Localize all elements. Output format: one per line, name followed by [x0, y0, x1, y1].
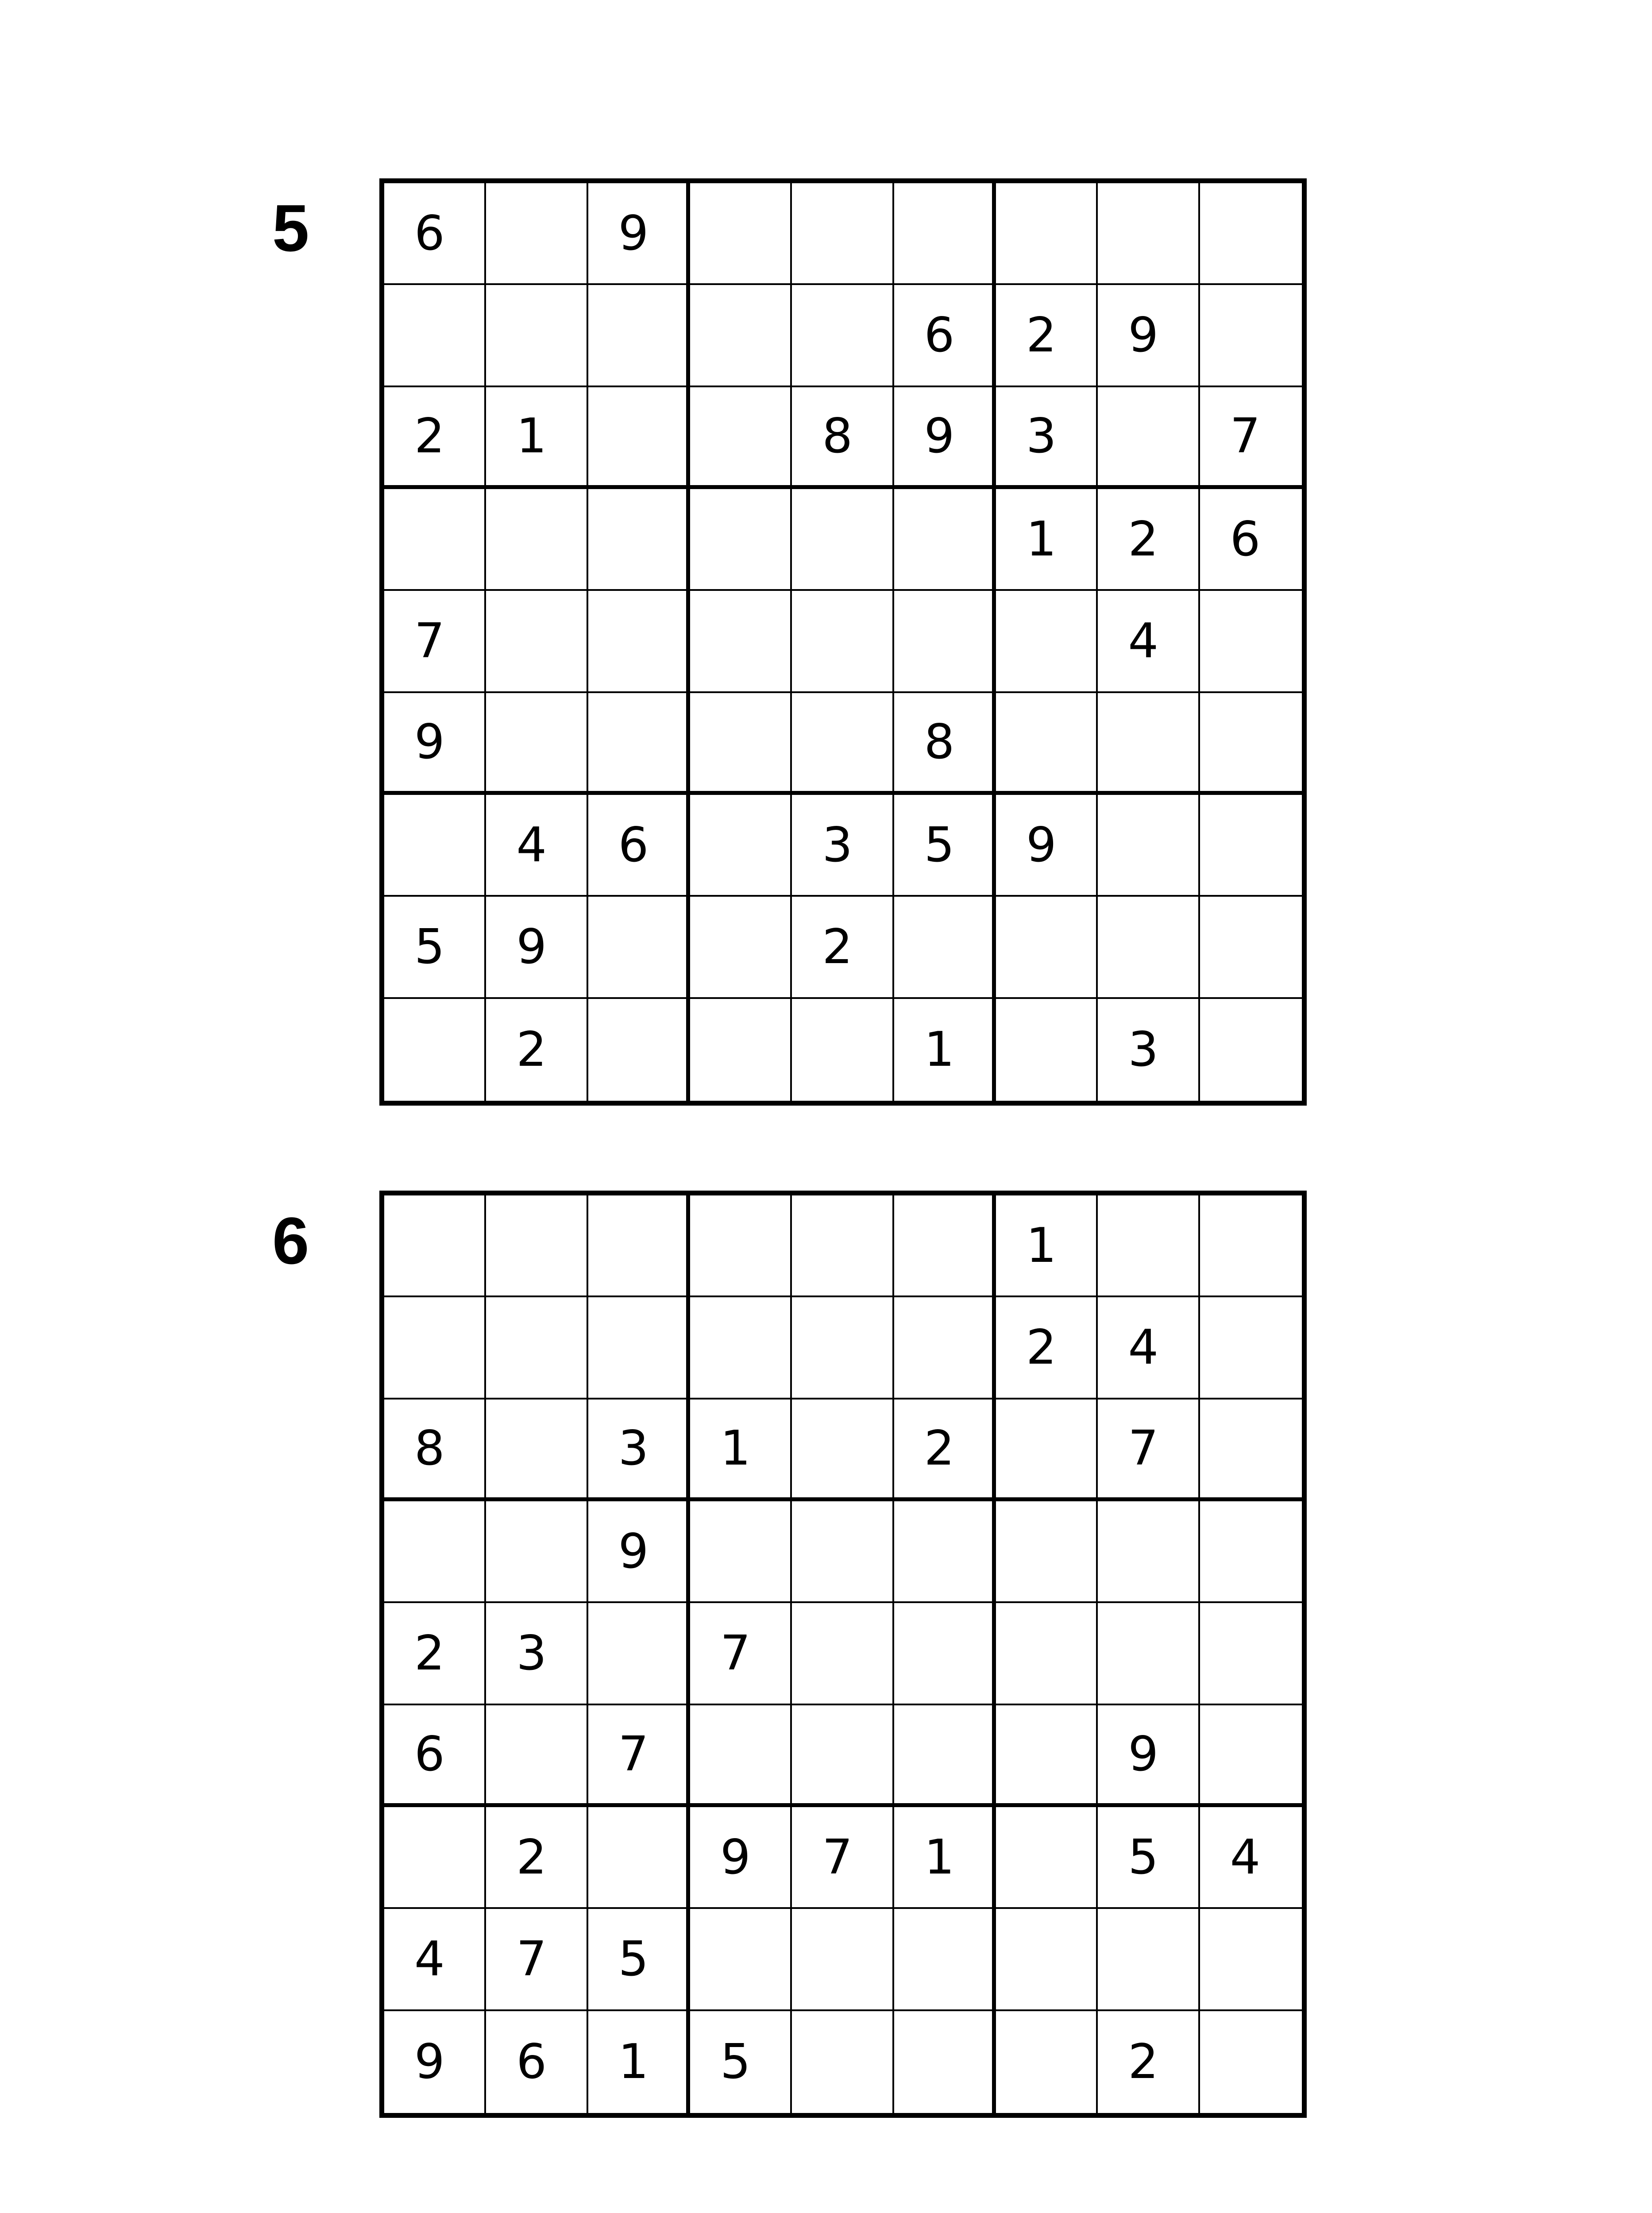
- sudoku-cell[interactable]: 5: [894, 795, 996, 897]
- sudoku-cell[interactable]: 8: [792, 387, 894, 489]
- sudoku-cell[interactable]: [690, 999, 792, 1101]
- sudoku-cell[interactable]: 5: [384, 897, 486, 999]
- sudoku-cell[interactable]: 2: [894, 1400, 996, 1501]
- puzzle-number-6: 6: [272, 1203, 309, 1278]
- sudoku-cell[interactable]: [690, 387, 792, 489]
- sudoku-cell[interactable]: [384, 285, 486, 387]
- sudoku-cell[interactable]: [894, 2011, 996, 2113]
- sudoku-cell[interactable]: [1200, 897, 1302, 999]
- sudoku-cell[interactable]: [1098, 1195, 1200, 1297]
- sudoku-cell[interactable]: [588, 387, 690, 489]
- sudoku-cell[interactable]: [996, 1807, 1098, 1909]
- sudoku-cell[interactable]: [1200, 999, 1302, 1101]
- sudoku-cell[interactable]: [690, 1195, 792, 1297]
- sudoku-cell[interactable]: 6: [384, 1705, 486, 1807]
- sudoku-cell[interactable]: [1200, 1195, 1302, 1297]
- sudoku-cell[interactable]: [894, 897, 996, 999]
- sudoku-cell[interactable]: 7: [384, 591, 486, 693]
- sudoku-cell[interactable]: 1: [690, 1400, 792, 1501]
- sudoku-cell[interactable]: 2: [1098, 489, 1200, 591]
- sudoku-cell[interactable]: 1: [996, 1195, 1098, 1297]
- sudoku-cell[interactable]: [486, 1195, 588, 1297]
- sudoku-cell[interactable]: 3: [1098, 999, 1200, 1101]
- sudoku-cell[interactable]: 1: [996, 489, 1098, 591]
- sudoku-cell[interactable]: [486, 1501, 588, 1603]
- sudoku-cell[interactable]: [384, 1807, 486, 1909]
- sudoku-cell[interactable]: 2: [996, 285, 1098, 387]
- sudoku-cell[interactable]: 9: [1098, 285, 1200, 387]
- sudoku-cell[interactable]: [996, 999, 1098, 1101]
- sudoku-cell[interactable]: [996, 591, 1098, 693]
- sudoku-cell[interactable]: 9: [588, 1501, 690, 1603]
- sudoku-cell[interactable]: [384, 1501, 486, 1603]
- sudoku-cell[interactable]: 9: [486, 897, 588, 999]
- sudoku-cell[interactable]: [1098, 795, 1200, 897]
- sudoku-cell[interactable]: [486, 1400, 588, 1501]
- sudoku-cell[interactable]: [1098, 1603, 1200, 1705]
- sudoku-cell[interactable]: [1200, 1705, 1302, 1807]
- sudoku-cell[interactable]: 5: [588, 1909, 690, 2011]
- sudoku-cell[interactable]: [792, 183, 894, 285]
- sudoku-cell[interactable]: 5: [690, 2011, 792, 2113]
- sudoku-cell[interactable]: [1200, 1909, 1302, 2011]
- sudoku-cell[interactable]: [690, 1501, 792, 1603]
- sudoku-cell[interactable]: [792, 591, 894, 693]
- sudoku-cell[interactable]: 4: [384, 1909, 486, 2011]
- sudoku-cell[interactable]: 6: [588, 795, 690, 897]
- sudoku-cell[interactable]: [486, 1705, 588, 1807]
- sudoku-cell[interactable]: 8: [894, 693, 996, 795]
- sudoku-cell[interactable]: [894, 1603, 996, 1705]
- sudoku-cell[interactable]: 9: [384, 693, 486, 795]
- sudoku-cell[interactable]: 7: [1200, 387, 1302, 489]
- sudoku-cell[interactable]: [792, 1705, 894, 1807]
- sudoku-cell[interactable]: 2: [486, 999, 588, 1101]
- sudoku-cell[interactable]: 6: [894, 285, 996, 387]
- sudoku-cell[interactable]: [894, 1705, 996, 1807]
- sudoku-grid-5: [379, 178, 1307, 1106]
- sudoku-cell[interactable]: [894, 183, 996, 285]
- sudoku-cell[interactable]: [1200, 693, 1302, 795]
- sudoku-cell[interactable]: [690, 1297, 792, 1399]
- sudoku-cell[interactable]: 2: [996, 1297, 1098, 1399]
- sudoku-cell[interactable]: 5: [1098, 1807, 1200, 1909]
- sudoku-cell[interactable]: 2: [1098, 2011, 1200, 2113]
- sudoku-cell[interactable]: [792, 1501, 894, 1603]
- sudoku-cell[interactable]: 3: [486, 1603, 588, 1705]
- sudoku-cell[interactable]: [1098, 387, 1200, 489]
- sudoku-cell[interactable]: [486, 693, 588, 795]
- sudoku-cell[interactable]: [588, 489, 690, 591]
- sudoku-cell[interactable]: [792, 2011, 894, 2113]
- sudoku-cell[interactable]: [384, 489, 486, 591]
- sudoku-cell[interactable]: 2: [384, 387, 486, 489]
- sudoku-cell[interactable]: [792, 1603, 894, 1705]
- sudoku-cell[interactable]: [792, 1297, 894, 1399]
- puzzle-number-5: 5: [272, 191, 309, 265]
- sudoku-cell[interactable]: 3: [996, 387, 1098, 489]
- sudoku-cell[interactable]: 3: [588, 1400, 690, 1501]
- sudoku-cell[interactable]: [792, 489, 894, 591]
- sudoku-cell[interactable]: [1098, 1909, 1200, 2011]
- sudoku-cell[interactable]: [996, 183, 1098, 285]
- sudoku-cell[interactable]: [1200, 1501, 1302, 1603]
- sudoku-cell[interactable]: [996, 897, 1098, 999]
- sudoku-cell[interactable]: [792, 693, 894, 795]
- sudoku-cell[interactable]: 2: [384, 1603, 486, 1705]
- sudoku-cell[interactable]: [588, 1807, 690, 1909]
- sudoku-cell[interactable]: [486, 591, 588, 693]
- sudoku-cell[interactable]: [1200, 1400, 1302, 1501]
- sudoku-cell[interactable]: [1200, 183, 1302, 285]
- sudoku-cell[interactable]: [996, 1603, 1098, 1705]
- sudoku-cell[interactable]: [384, 1297, 486, 1399]
- sudoku-cell[interactable]: [588, 1195, 690, 1297]
- sudoku-cell[interactable]: [588, 999, 690, 1101]
- sudoku-cell[interactable]: [1098, 183, 1200, 285]
- sudoku-cell[interactable]: [792, 285, 894, 387]
- sudoku-cell[interactable]: [690, 183, 792, 285]
- sudoku-cell[interactable]: 9: [690, 1807, 792, 1909]
- sudoku-cell[interactable]: [588, 1603, 690, 1705]
- sudoku-cell[interactable]: [792, 1400, 894, 1501]
- sudoku-cell[interactable]: [894, 489, 996, 591]
- sudoku-cell[interactable]: [894, 591, 996, 693]
- sudoku-cell[interactable]: 6: [1200, 489, 1302, 591]
- sudoku-cell[interactable]: [588, 693, 690, 795]
- sudoku-cell[interactable]: [690, 1705, 792, 1807]
- sudoku-cell[interactable]: [894, 1909, 996, 2011]
- sudoku-cell[interactable]: [486, 489, 588, 591]
- sudoku-cell[interactable]: 7: [1098, 1400, 1200, 1501]
- sudoku-cell[interactable]: [588, 591, 690, 693]
- sudoku-cell[interactable]: [996, 1400, 1098, 1501]
- sudoku-cell[interactable]: [486, 285, 588, 387]
- sudoku-cell[interactable]: 1: [588, 2011, 690, 2113]
- sudoku-cell[interactable]: [894, 1297, 996, 1399]
- sudoku-cell[interactable]: 1: [486, 387, 588, 489]
- sudoku-cell[interactable]: [894, 1195, 996, 1297]
- sudoku-cell[interactable]: 7: [690, 1603, 792, 1705]
- sudoku-cell[interactable]: [588, 897, 690, 999]
- sudoku-cell[interactable]: 3: [792, 795, 894, 897]
- sudoku-cell[interactable]: 9: [1098, 1705, 1200, 1807]
- sudoku-cell[interactable]: [996, 1501, 1098, 1603]
- sudoku-cell[interactable]: 4: [1098, 591, 1200, 693]
- sudoku-cell[interactable]: [588, 1297, 690, 1399]
- sudoku-cell[interactable]: 9: [996, 795, 1098, 897]
- sudoku-cell[interactable]: [996, 1909, 1098, 2011]
- sudoku-cell[interactable]: 4: [1200, 1807, 1302, 1909]
- sudoku-cell[interactable]: [1200, 795, 1302, 897]
- sudoku-cell[interactable]: [690, 489, 792, 591]
- sudoku-cell[interactable]: [996, 693, 1098, 795]
- sudoku-cell[interactable]: [792, 999, 894, 1101]
- sudoku-cell[interactable]: [1098, 693, 1200, 795]
- sudoku-cell[interactable]: 2: [792, 897, 894, 999]
- sudoku-cell[interactable]: [486, 183, 588, 285]
- sudoku-cell[interactable]: 7: [588, 1705, 690, 1807]
- sudoku-cell[interactable]: [792, 1195, 894, 1297]
- sudoku-cell[interactable]: [1200, 285, 1302, 387]
- sudoku-cell[interactable]: 6: [486, 2011, 588, 2113]
- sudoku-cell[interactable]: 4: [486, 795, 588, 897]
- sudoku-cell[interactable]: [486, 1297, 588, 1399]
- sudoku-cell[interactable]: [894, 1501, 996, 1603]
- sudoku-cell[interactable]: [384, 999, 486, 1101]
- sudoku-cell[interactable]: [690, 897, 792, 999]
- sudoku-cell[interactable]: [1200, 1603, 1302, 1705]
- sudoku-cell[interactable]: [996, 2011, 1098, 2113]
- sudoku-grid-6: [379, 1191, 1307, 2118]
- sudoku-cell[interactable]: [1098, 1501, 1200, 1603]
- sudoku-cell[interactable]: [690, 591, 792, 693]
- sudoku-cell[interactable]: 8: [384, 1400, 486, 1501]
- sudoku-cell[interactable]: [690, 285, 792, 387]
- sudoku-cell[interactable]: [1098, 897, 1200, 999]
- sudoku-cell[interactable]: [996, 1705, 1098, 1807]
- sudoku-cell[interactable]: [690, 1909, 792, 2011]
- sudoku-cell[interactable]: 1: [894, 999, 996, 1101]
- sudoku-cell[interactable]: [588, 285, 690, 387]
- sudoku-cell[interactable]: 6: [384, 183, 486, 285]
- sudoku-cell[interactable]: 7: [486, 1909, 588, 2011]
- sudoku-cell[interactable]: 9: [894, 387, 996, 489]
- sudoku-cell[interactable]: 1: [894, 1807, 996, 1909]
- sudoku-cell[interactable]: 9: [384, 2011, 486, 2113]
- sudoku-cell[interactable]: 7: [792, 1807, 894, 1909]
- sudoku-cell[interactable]: 9: [588, 183, 690, 285]
- sudoku-cell[interactable]: [1200, 1297, 1302, 1399]
- sudoku-cell[interactable]: [384, 795, 486, 897]
- sudoku-cell[interactable]: [384, 1195, 486, 1297]
- sudoku-cell[interactable]: [1200, 591, 1302, 693]
- sudoku-cell[interactable]: [690, 693, 792, 795]
- sudoku-cell[interactable]: 4: [1098, 1297, 1200, 1399]
- sudoku-cell[interactable]: [690, 795, 792, 897]
- sudoku-cell[interactable]: [792, 1909, 894, 2011]
- sudoku-cell[interactable]: [1200, 2011, 1302, 2113]
- sudoku-cell[interactable]: 2: [486, 1807, 588, 1909]
